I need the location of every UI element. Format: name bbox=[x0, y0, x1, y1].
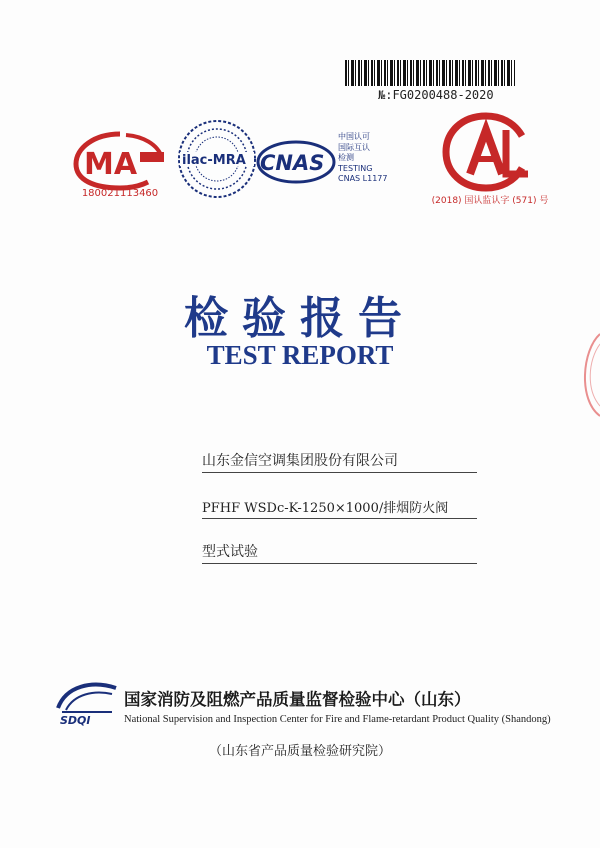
institution-name-chinese: 国家消防及阻燃产品质量监督检验中心（山东） bbox=[124, 690, 471, 709]
report-number: №:FG0200488-2020 bbox=[378, 88, 494, 102]
client-value: 山东金信空调集团股份有限公司 bbox=[202, 450, 477, 473]
institution-name-english: National Supervision and Inspection Center for Fire and Flame-retardant Product Quality (Shandong) bbox=[124, 714, 551, 725]
svg-text:CNAS: CNAS bbox=[260, 151, 325, 175]
svg-text:ilac-MRA: ilac-MRA bbox=[182, 153, 246, 168]
report-title-chinese: 检验报告 bbox=[184, 293, 416, 344]
ilac-mra-logo bbox=[174, 118, 260, 200]
model-value: PFHF WSDc-K-1250×1000/排烟防火阀 bbox=[202, 497, 477, 519]
svg-text:MA: MA bbox=[84, 147, 138, 182]
cal-logo bbox=[440, 112, 532, 192]
cnas-accreditation-text: 中国认可 国际互认 检测 TESTING CNAS L1177 bbox=[338, 132, 388, 183]
institution-subtitle: （山东省产品质量检验研究院） bbox=[208, 744, 391, 759]
svg-text:SDQI: SDQI bbox=[60, 714, 91, 727]
category-value: 型式试验 bbox=[202, 541, 477, 564]
cma-code: 180021113460 bbox=[81, 188, 159, 199]
side-seal-stamp bbox=[572, 330, 600, 420]
cnas-logo bbox=[256, 140, 336, 184]
barcode bbox=[345, 60, 515, 86]
cal-code: (2018) 国认监认字 (571) 号 bbox=[431, 196, 549, 206]
sdqi-logo bbox=[52, 678, 122, 728]
report-title-english: TEST REPORT bbox=[206, 340, 394, 370]
